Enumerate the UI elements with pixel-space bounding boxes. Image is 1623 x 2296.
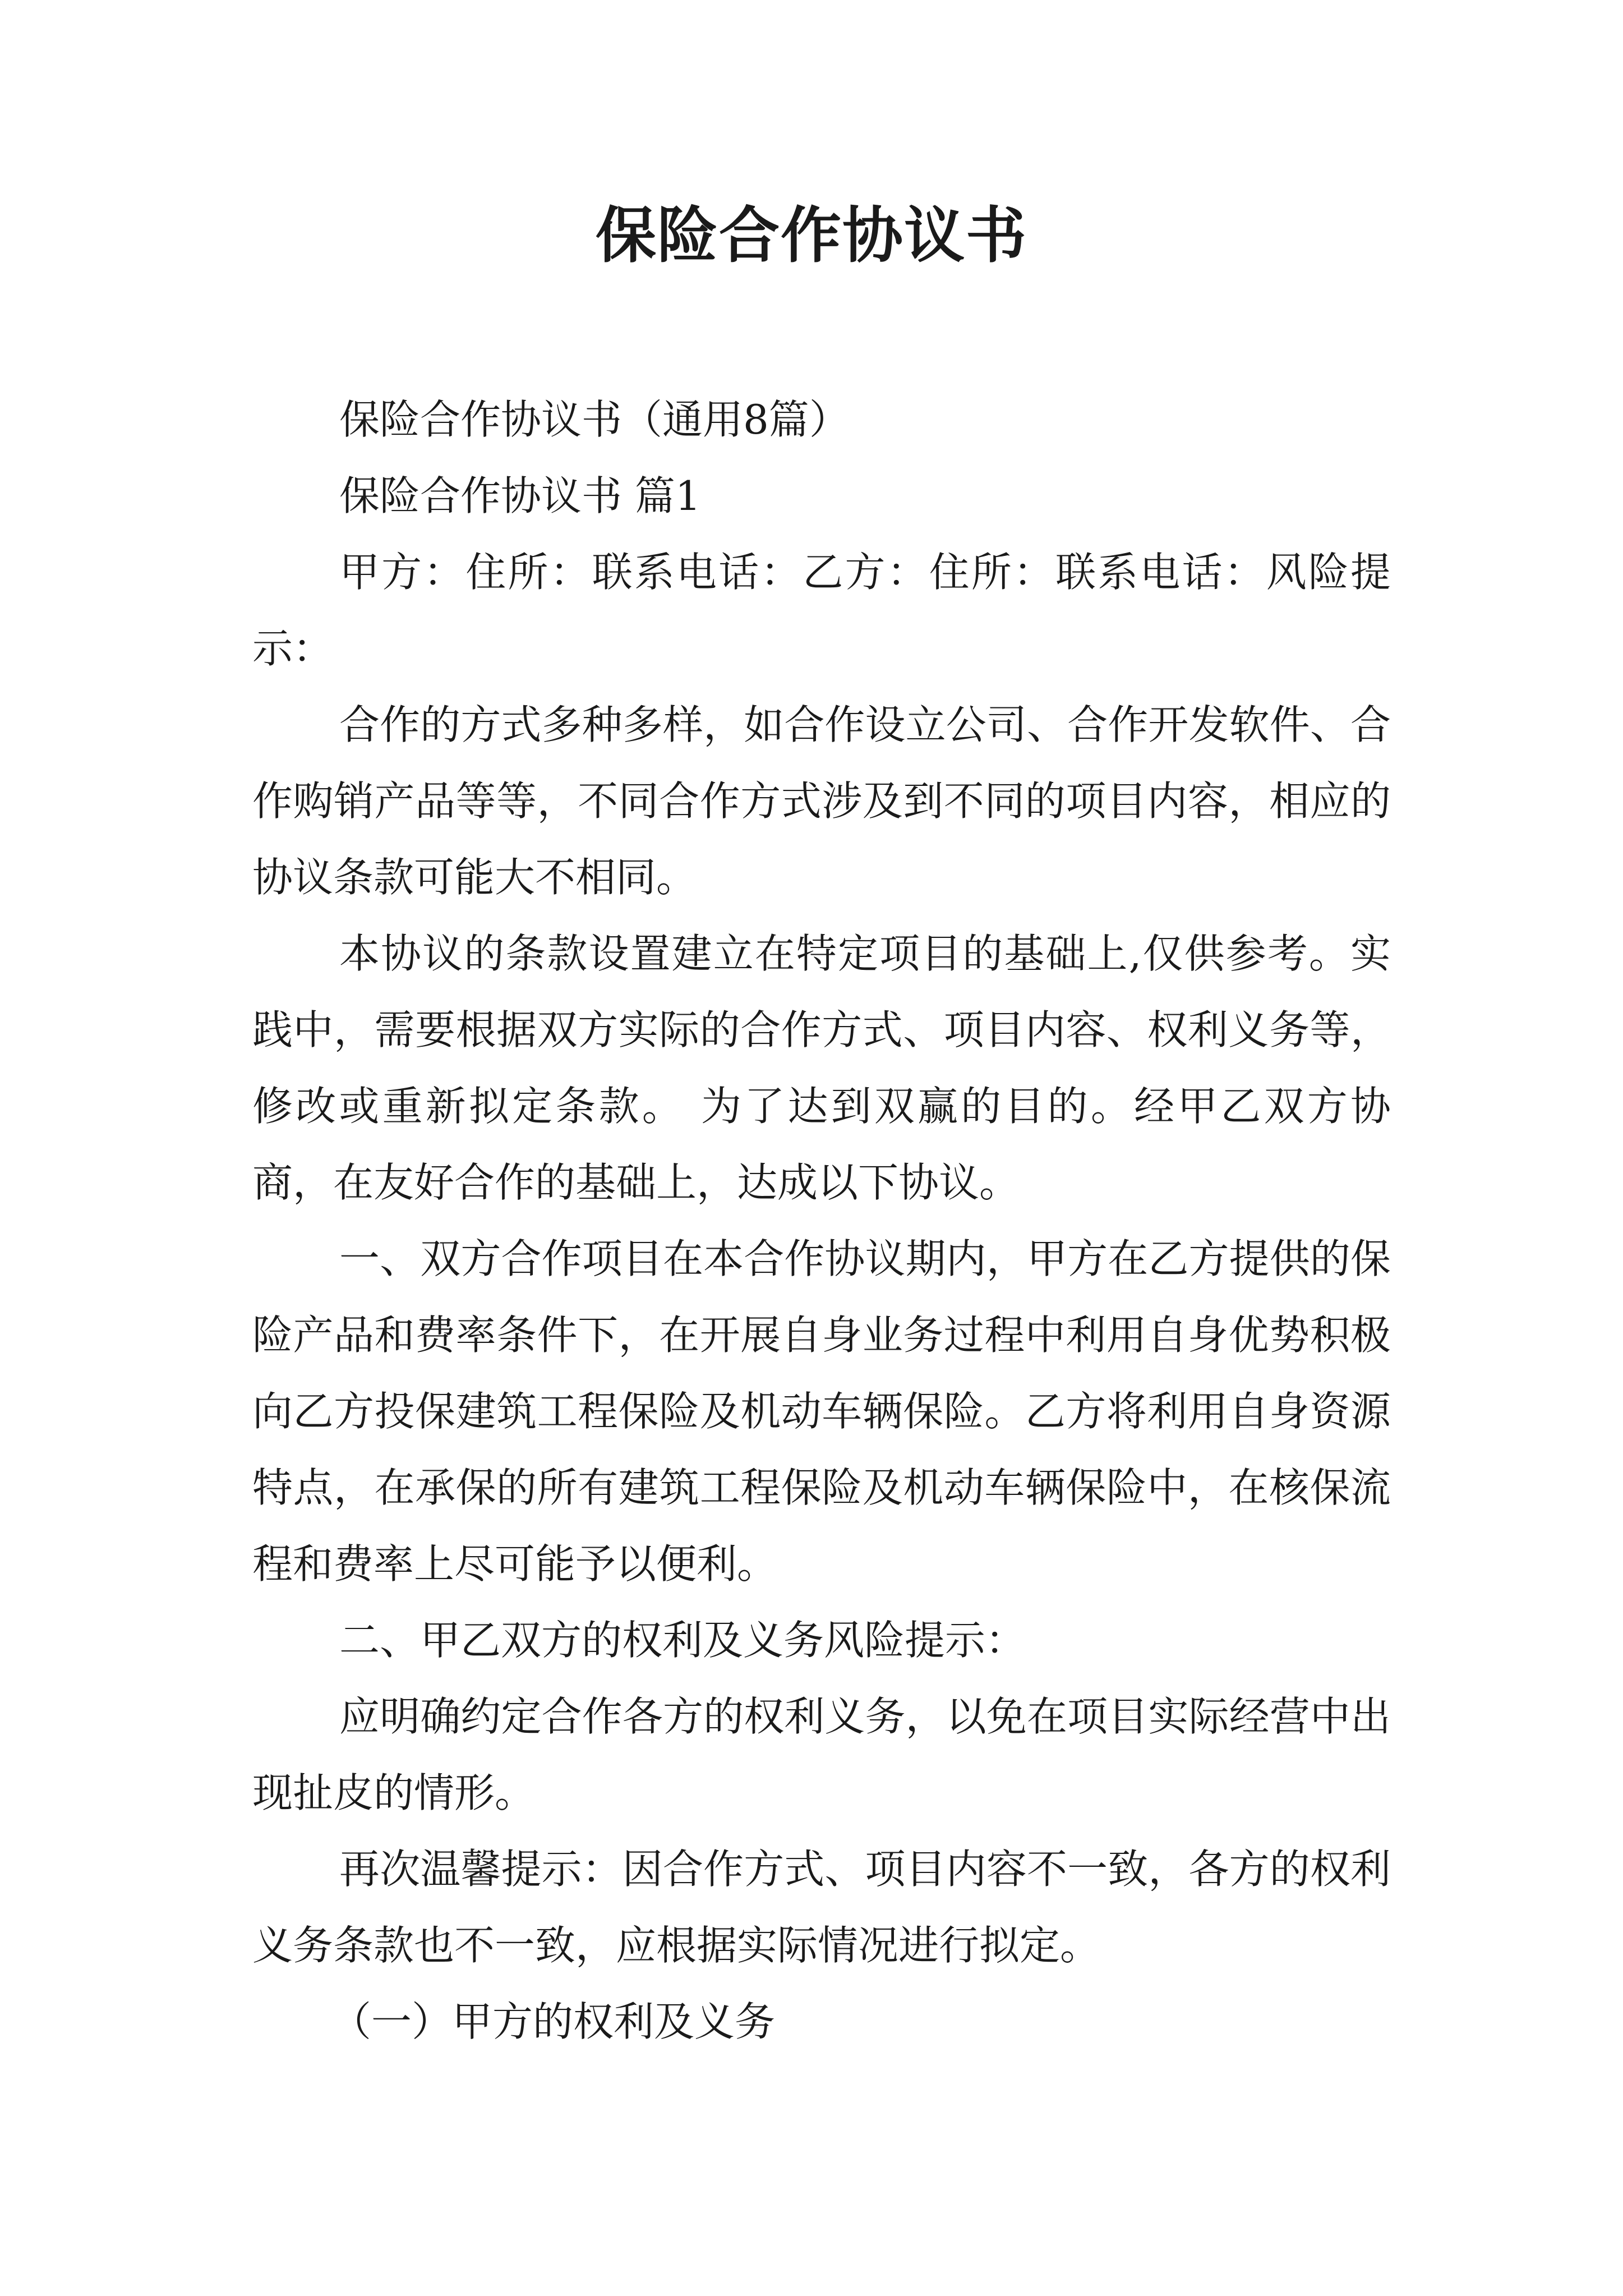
paragraph-party-a-rights-heading: （一）甲方的权利及义务 bbox=[331, 1998, 776, 2045]
paragraph-reminder: 再次温馨提示：因合作方式、项目内容不一致，各方的权利义务条款也不一致，应根据实际情况进行拟定。 bbox=[252, 1846, 1391, 1969]
paragraph-subtitle: 保险合作协议书（通用8篇） bbox=[339, 396, 850, 443]
paragraph-clause-two-heading: 二、甲乙双方的权利及义务风险提示： bbox=[339, 1617, 1026, 1664]
paragraph-parties: 甲方：住所：联系电话：乙方：住所：联系电话：风险提示： bbox=[252, 549, 1391, 672]
paragraph-reference-note: 本协议的条款设置建立在特定项目的基础上,仅供参考。实践中，需要根据双方实际的合作方式、项目内容、权利义务等，修改或重新拟定条款。 为了达到双赢的目的。经甲乙双方协商，在友好合作的基础上，达成以下协议。 bbox=[252, 930, 1391, 1206]
paragraph-clause-one: 一、双方合作项目在本合作协议期内，甲方在乙方提供的保险产品和费率条件下，在开展自身业务过程中利用自身优势积极向乙方投保建筑工程保险及机动车辆保险。乙方将利用自身资源特点，在承保的所有建筑工程保险及机动车辆保险中，在核保流程和费率上尽可能予以便利。 bbox=[252, 1235, 1391, 1588]
document-body bbox=[252, 381, 1391, 2060]
paragraph-section-heading: 保险合作协议书 篇1 bbox=[339, 472, 701, 519]
paragraph-rights-note: 应明确约定合作各方的权利义务，以免在项目实际经营中出现扯皮的情形。 bbox=[252, 1693, 1391, 1816]
document-title: 保险合作协议书 bbox=[595, 200, 1027, 271]
paragraph-cooperation-methods: 合作的方式多种多样，如合作设立公司、合作开发软件、合作购销产品等等，不同合作方式涉及到不同的项目内容，相应的协议条款可能大不相同。 bbox=[252, 701, 1391, 901]
